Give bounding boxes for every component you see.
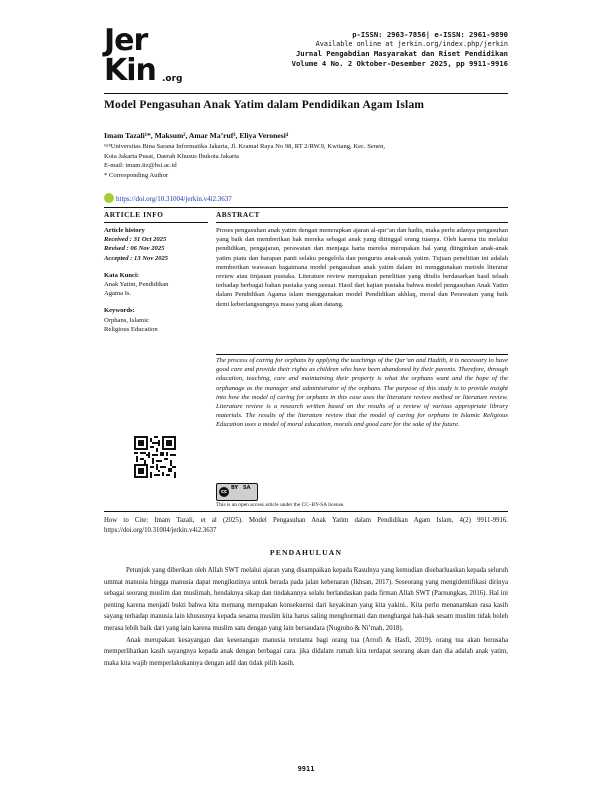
abstract-divider <box>216 354 508 355</box>
page-number: 9911 <box>297 765 315 773</box>
paragraph-2: Anak merupakan kesayangan dan kesenangan manusia terutama bagi orang tua (Arrofi & Hasfi, 2019). orang tua akan berusaha memperlihatkan kasih sayangnya kepada anak dengan berbagai cara. jika didalam rumah kita terdapat seorang akan dan dia adalah anak yatim, maka kita wajib memperlakukannya dengan adil dan tidak pilih kasih. <box>104 636 508 667</box>
affiliation-line-1: ¹ʲʳ⁴Universitas Bina Sarana Informatika Jakarta, Jl. Kramat Raya No 98, RT 2/RW.9, Kwitang, Kec. Senen, <box>104 143 386 150</box>
by-icon: BY <box>231 485 239 491</box>
kata-kunci-label: Kata Kunci: <box>104 271 139 279</box>
issn-line: p-ISSN: 2963-7856| e-ISSN: 2961-9890 <box>352 30 508 39</box>
abstract-heading: ABSTRACT <box>216 211 260 219</box>
volume-line: Volume 4 No. 2 Oktober-Desember 2025, pp 9911-9916 <box>291 58 508 68</box>
revised-date: Revised : 06 Nov 2025 <box>104 245 165 253</box>
body-text <box>104 565 508 669</box>
doi-row[interactable] <box>104 193 232 203</box>
available-online-line[interactable]: Available online at jerkin.org/index.php/jerkin <box>315 39 508 48</box>
sa-icon: SA <box>243 485 251 491</box>
journal-name: Jurnal Pengabdian Masyarakat dan Riset Pendidikan <box>295 49 508 59</box>
journal-logo <box>104 23 184 88</box>
article-info-heading: ARTICLE INFO <box>104 211 164 219</box>
affiliation-block <box>104 142 508 180</box>
cc-icon: cc <box>219 487 229 497</box>
abstract-heading-divider <box>216 222 508 223</box>
section-heading-pendahuluan: PENDAHULUAN <box>269 548 343 557</box>
doi-icon <box>104 193 114 203</box>
keywords-label: Keywords: <box>104 307 135 315</box>
logo-suffix: .org <box>162 74 183 84</box>
accepted-date: Accepted : 13 Nov 2025 <box>104 254 169 262</box>
info-top-divider <box>104 207 508 208</box>
cc-license-badge[interactable] <box>216 483 258 501</box>
email-line[interactable]: E-mail: imam.itz@bsi.ac.id <box>104 162 177 170</box>
header-divider <box>104 93 508 94</box>
logo-text-bottom: Kin <box>104 53 156 88</box>
how-to-cite: How to Cite: Imam Tazali, et al (2025). Model Pengasuhan Anak Yatim dalam Pendidikan Agam Islam, 4(2) 9911-9916. https://doi.org/10.31004/jerkin.v4i2.3637 <box>104 517 508 534</box>
keywords-line-1: Orphans, Islamic <box>104 316 150 324</box>
license-note: This is an open access article under the CC–BY-SA license. <box>216 502 345 508</box>
kata-kunci-line-1: Anak Yatim, Pendidikan <box>104 281 169 289</box>
journal-header <box>198 30 508 68</box>
author-list: Imam Tazali¹*, Maksum², Amar Ma’ruf³, Eliya Veronesi⁴ <box>104 131 289 140</box>
article-info-column <box>104 226 208 334</box>
abstract-indonesian: Proses pengasuhan anak yatim dengan menerapkan ajaran al-qur’an dan hadis, maka perlu adanya pengasuhan yang baik dan memberikan hak mereka sebagai anak yang ditinggal orang tuanya. Oleh karena itu melalui pendidikan, pengajaran, perawatan dan menjaga harta mereka merupakan hal yang diinginkan anak-anak yatim piatu dan harapan panti selaku pengelola dan pengurus anak-anak yatim. Tujuan penelitian ini adalah memberikan wawasan bagaimana model pengasuhan anak yatim dalam ini menggunakan metode literatur review atau tinjauan pustaka. Literature review merupakan penelitian yang ditulis berdasarkan hasil telaah terhadap berbagai bahan pustaka yang sesuai. Hasil dari kajian pustaka bahwa model pengasuhan Anak Yatim dalam Pendidikan Agama islam menggunakan model Pendidikan akhlaq, moral dan Perawatan yang baik demi keberlangsungnya masa yang akan datang. <box>216 227 508 308</box>
kata-kunci-line-2: Agama Is. <box>104 290 132 298</box>
logo-text-top: Jer <box>104 23 148 58</box>
corresponding-author-note: * Corresponding Author <box>104 171 169 179</box>
abstract-english: The process of caring for orphans by applying the teachings of the Qur’an and Hadith, it is necessary to have good care and provide their rights as children who have been abandoned by their parents. Therefore, through education, teaching, care and maintaining their property is what the orphans want and the hope of the orphanage as the manager and administrator of the orphans. The purpose of this study is to provide insight into how the model of caring for orphans in this case uses the literature review method or literature review. Literature review is a research written based on the results of a review of various appropriate library materials. The results of the literature review that the model of caring for orphans in Islamic Religious Education uses a model of moral education, morals and good care for the sake of the future. <box>216 357 508 429</box>
affiliation-line-2: Kota Jakarta Pusat, Daerah Khusus Ibukota Jakarta <box>104 152 239 160</box>
info-heading-divider <box>104 222 208 223</box>
received-date: Received : 31 Oct 2025 <box>104 236 167 244</box>
qr-code-icon <box>134 436 176 478</box>
history-label: Article history <box>104 227 145 234</box>
abstract-bottom-divider <box>104 511 508 512</box>
keywords-line-2: Religious Education <box>104 325 158 333</box>
doi-link[interactable]: https://doi.org/10.31004/jerkin.v4i2.3637 <box>116 195 232 203</box>
paragraph-1: Petunjuk yang diberikan oleh Allah SWT melalui ajaran yang disampaikan kepada Rasulnya yang kemudian disebarluaskan kepada seluruh ummat manusia hingga manusia dapat mengikutinya untuk berada pada jalan kebenaran (Ikhsan, 2017). Seseorang yang mengidentifikasi dirinya sebagai seorang muslim dan muslimah, hendaknya sikap dan tindakannya selalu berlandaskan pada firman Allah SWT (Parnungkas, 2016). Hal ini penting karena menjadi bukti bahwa kita memang merupakan konsekuensi dari keyakinan yang kita yakini.. Kita perlu menanamkan rasa kasih sayang terhadap manusia lain khususnya kepada sesama muslim kita harus saling menghormati dan menghargai hak-hak sesam muslim tidak boleh merasa lebih baik dari yang lain karena muslim satu dengan yang lain bersaudara (Nugroho & Ni’mah, 2018). <box>104 567 508 632</box>
paper-title: Model Pengasuhan Anak Yatim dalam Pendidikan Agam Islam <box>104 99 425 111</box>
